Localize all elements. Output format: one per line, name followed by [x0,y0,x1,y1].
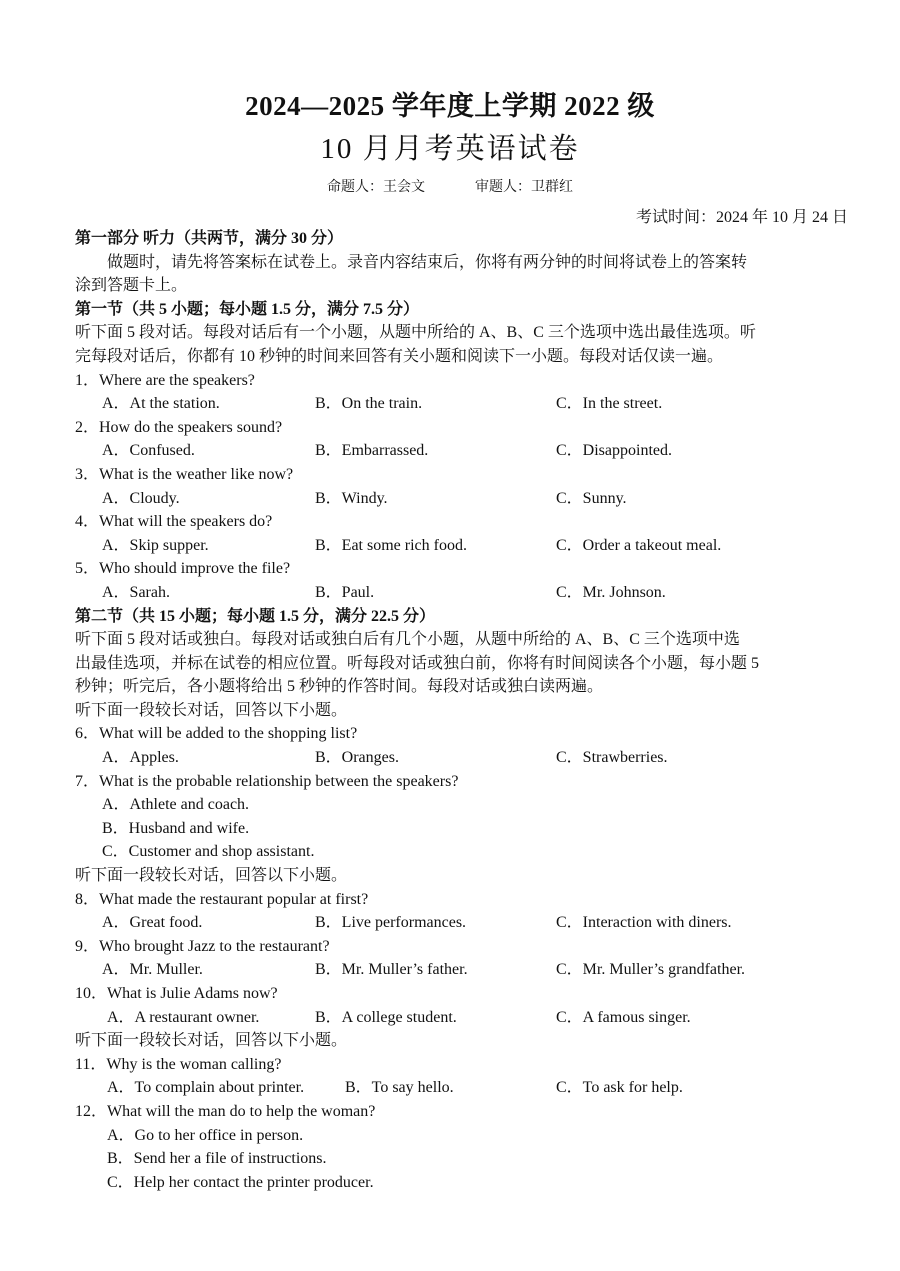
part1-instruction-line2: 涂到答题卡上。 [75,277,188,295]
option-a: A．Mr. Muller. [102,961,203,979]
option-a: A．Confused. [102,442,195,460]
option-b: B．Embarrassed. [315,442,429,460]
option-c: C．Help her contact the printer producer. [107,1173,374,1191]
option-b: B．Oranges. [315,749,399,767]
section2-heading: 第二节（共 15 小题；每小题 1.5 分，满分 22.5 分） [75,607,436,625]
option-b: B．Windy. [315,489,388,507]
option-a: A．Apples. [102,749,179,767]
listen-long-instruction-1: 听下面一段较长对话，回答以下小题。 [75,701,348,719]
option-b: B．Send her a file of instructions. [107,1150,327,1168]
option-c: C．In the street. [556,395,663,413]
option-b: B．Live performances. [315,914,467,932]
option-c: C．Sunny. [556,489,627,507]
section1-intro-line2: 完每段对话后，你都有 10 秒钟的时间来回答有关小题和阅读下一小题。每段对话仅读一遍。 [75,347,724,365]
option-a: A．Cloudy. [102,489,180,507]
question-2: 2．How do the speakers sound? [75,418,283,436]
option-c: C．Mr. Johnson. [556,583,666,601]
option-b: B．Eat some rich food. [315,536,467,554]
question-5: 5．Who should improve the file? [75,560,291,578]
part1-instruction-line1: 做题时，请先将答案标在试卷上。录音内容结束后，你将有两分钟的时间将试卷上的答案转 [107,253,748,271]
question-1: 1．Where are the speakers? [75,371,255,389]
option-c: C．Disappointed. [556,442,672,460]
option-b: B．Paul. [315,583,375,601]
exam-title-line1: 2024—2025 学年度上学期 2022 级 [245,91,655,121]
section2-intro-line1: 听下面 5 段对话或独白。每段对话或独白后有几个小题，从题中所给的 A、B、C 三个选项中选 [75,631,740,649]
option-b: B．A college student. [315,1008,457,1026]
option-a: A．At the station. [102,395,220,413]
listen-long-instruction-3: 听下面一段较长对话，回答以下小题。 [75,1032,348,1050]
option-b: B．Husband and wife. [102,819,250,837]
options-row-10 [75,1006,853,1030]
section2-intro-line3: 秒钟；听完后，各小题将给出 5 秒钟的作答时间。每段对话或独白读两遍。 [75,678,604,696]
options-row-11 [75,1076,853,1100]
question-9: 9．Who brought Jazz to the restaurant? [75,937,330,955]
exam-title-line2: 10 月月考英语试卷 [320,133,580,165]
question-10: 10．What is Julie Adams now? [75,985,278,1002]
reviewer: 审题人：卫群红 [475,179,573,195]
option-a: A．Great food. [102,914,203,932]
section1-heading: 第一节（共 5 小题；每小题 1.5 分，满分 7.5 分） [75,300,420,318]
option-a: A．Go to her office in person. [107,1126,304,1144]
question-8: 8．What made the restaurant popular at first? [75,890,369,908]
question-11: 11．Why is the woman calling? [75,1055,282,1073]
option-c: C．Order a takeout meal. [556,536,722,554]
option-b: B．To say hello. [345,1079,454,1097]
option-c: C．Customer and shop assistant. [102,843,315,861]
question-4: 4．What will the speakers do? [75,513,273,531]
exam-content [75,227,853,1194]
options-row-3 [75,487,853,511]
question-3: 3．What is the weather like now? [75,465,294,483]
exam-time: 考试时间：2024 年 10 月 24 日 [635,209,848,226]
section2-intro-line2: 出最佳选项，并标在试卷的相应位置。听每段对话或独白前，你将有时间阅读各个小题，每小题 5 [75,654,760,672]
option-c: C．Mr. Muller’s grandfather. [556,961,746,979]
options-row-9 [75,958,853,982]
section1-intro-line1: 听下面 5 段对话。每段对话后有一个小题，从题中所给的 A、B、C 三个选项中选出最佳选项。听 [75,324,756,342]
question-7: 7．What is the probable relationship between the speakers? [75,772,459,790]
setter: 命题人：王会文 [327,179,425,195]
option-a: A．Skip supper. [102,536,209,554]
option-c: C．To ask for help. [556,1079,683,1097]
option-a: A．A restaurant owner. [107,1008,260,1026]
question-6: 6．What will be added to the shopping list? [75,725,358,743]
option-a: A．Athlete and coach. [102,796,250,814]
option-a: A．To complain about printer. [107,1079,305,1097]
option-c: C．Strawberries. [556,749,668,767]
part1-heading: 第一部分 听力（共两节，满分 30 分） [75,230,344,247]
options-row-6 [75,746,853,770]
listen-long-instruction-2: 听下面一段较长对话，回答以下小题。 [75,867,348,885]
option-b: B．Mr. Muller’s father. [315,961,468,979]
options-row-4 [75,534,853,558]
option-c: C．Interaction with diners. [556,914,732,932]
options-row-8 [75,911,853,935]
options-row-5 [75,581,853,605]
option-a: A．Sarah. [102,583,170,601]
authors-line [0,176,900,196]
option-c: C．A famous singer. [556,1008,691,1026]
question-12: 12．What will the man do to help the woman? [75,1102,376,1120]
option-b: B．On the train. [315,395,423,413]
options-row-1 [75,392,853,416]
options-row-2 [75,439,853,463]
